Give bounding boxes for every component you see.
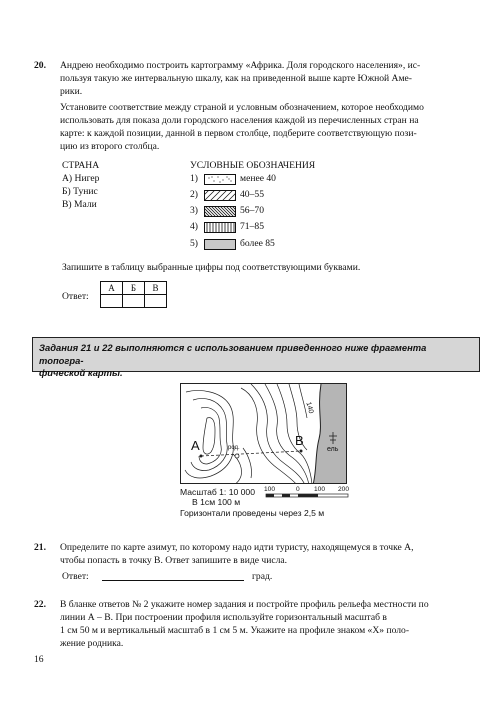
topographic-map <box>180 383 347 484</box>
question-22-text-line4: жение родника. <box>60 638 124 649</box>
question-20-instruction-line4: цию из второго столбца. <box>60 141 160 152</box>
map-scale-tick: 200 <box>338 486 350 493</box>
legend-header: УСЛОВНЫЕ ОБОЗНАЧЕНИЯ <box>190 160 316 171</box>
legend-number: 3) <box>190 204 198 216</box>
map-scale-bar <box>264 493 350 499</box>
question-20-instruction-line3: карте: к каждой позиции, данной в первом столбце, подберите соответствующую пози- <box>60 128 417 139</box>
question-22-number: 22. <box>34 599 46 610</box>
topographic-map-drawing <box>181 384 347 484</box>
answer-table-header: А <box>101 282 123 295</box>
legend-number: 2) <box>190 188 198 200</box>
tasks-21-22-banner <box>32 337 480 379</box>
legend-label: менее 40 <box>240 172 276 184</box>
legend-swatch-sparse-hatch <box>204 190 236 201</box>
legend-number: 4) <box>190 220 198 232</box>
map-spring-label: род. <box>228 445 240 451</box>
page-number: 16 <box>34 654 44 665</box>
legend-label: более 85 <box>240 237 275 249</box>
country-item: Б) Тунис <box>62 186 98 197</box>
question-20-text-line2: пользуя такую же интервальную шкалу, как на приведенной выше карте Южной Аме- <box>60 73 412 84</box>
answer-table-header: Б <box>123 282 145 295</box>
answer-table-header-row <box>101 282 167 295</box>
map-scale-tick: 0 <box>296 486 300 493</box>
question-20-instruction-line1: Установите соответствие между страной и условным обозначением, которое необходимо <box>60 102 424 113</box>
map-forest-label: ель <box>327 446 339 453</box>
answer-cell-v[interactable] <box>145 295 167 308</box>
legend-swatch-vertical-lines <box>204 222 236 233</box>
question-21-text-line2: чтобы попасть в точку В. Ответ запишите в виде числа. <box>60 555 288 566</box>
map-point-a: А <box>191 438 200 453</box>
question-21-answer-field[interactable] <box>102 580 244 581</box>
legend-number: 1) <box>190 172 198 184</box>
map-scale-tick: 100 <box>264 486 276 493</box>
legend-row-2 <box>190 188 264 202</box>
legend-swatch-dots <box>204 174 236 185</box>
answer-label: Ответ: <box>62 291 89 302</box>
question-20-text-line3: рики. <box>60 86 83 97</box>
legend-swatch-dense-hatch <box>204 206 236 217</box>
question-20-instruction-line2: использовать для показа доли городского населения каждой из перечисленных стран на <box>60 115 419 126</box>
map-contour-label: 140 <box>304 401 315 415</box>
map-scale-tick: 100 <box>314 486 326 493</box>
question-21-answer-label: Ответ: <box>62 571 89 582</box>
map-contour-interval: Горизонтали проведены через 2,5 м <box>180 508 325 518</box>
question-22-text-line3: 1 см 50 м и вертикальный масштаб в 1 см 5 м. Укажите на профиле знаком «Х» поло- <box>60 625 410 636</box>
question-20-number: 20. <box>34 60 46 71</box>
legend-row-1 <box>190 172 276 186</box>
country-item: В) Мали <box>62 199 97 210</box>
question-21-unit: град. <box>252 571 273 582</box>
countries-header: СТРАНА <box>62 160 100 171</box>
legend-swatch-gray <box>204 239 236 250</box>
legend-row-4 <box>190 220 264 234</box>
legend-label: 56–70 <box>240 204 264 216</box>
question-21-text-line1: Определите по карте азимут, по которому надо идти туристу, находящемуся в точке А, <box>60 542 414 553</box>
country-item: А) Нигер <box>62 173 100 184</box>
write-instruction: Запишите в таблицу выбранные цифры под соответствующими буквами. <box>62 262 361 273</box>
question-22-text-line2: линии А – В. При построении профиля используйте горизонтальный масштаб в <box>60 612 387 623</box>
answer-cell-b[interactable] <box>123 295 145 308</box>
answer-cell-a[interactable] <box>101 295 123 308</box>
legend-row-3 <box>190 204 264 218</box>
answer-table <box>100 281 167 308</box>
map-scale-text: Масштаб 1: 10 000 <box>180 487 255 497</box>
legend-number: 5) <box>190 237 198 249</box>
legend-label: 40–55 <box>240 188 264 200</box>
question-21-number: 21. <box>34 542 46 553</box>
banner-line1: Задания 21 и 22 выполняются с использованием приведенного ниже фрагмента топогра- <box>39 342 427 366</box>
answer-table-input-row <box>101 295 167 308</box>
map-point-b: В <box>295 433 304 448</box>
map-scale-sub: В 1см 100 м <box>192 497 241 507</box>
banner-line2: фической карты. <box>39 367 123 379</box>
question-22-text-line1: В бланке ответов № 2 укажите номер задания и постройте профиль рельефа местности по <box>60 599 429 610</box>
question-20-text-line1: Андрею необходимо построить картограмму «Африка. Доля городского населения», ис- <box>60 60 421 71</box>
legend-row-5 <box>190 237 275 251</box>
legend-label: 71–85 <box>240 220 264 232</box>
answer-table-header: В <box>145 282 167 295</box>
